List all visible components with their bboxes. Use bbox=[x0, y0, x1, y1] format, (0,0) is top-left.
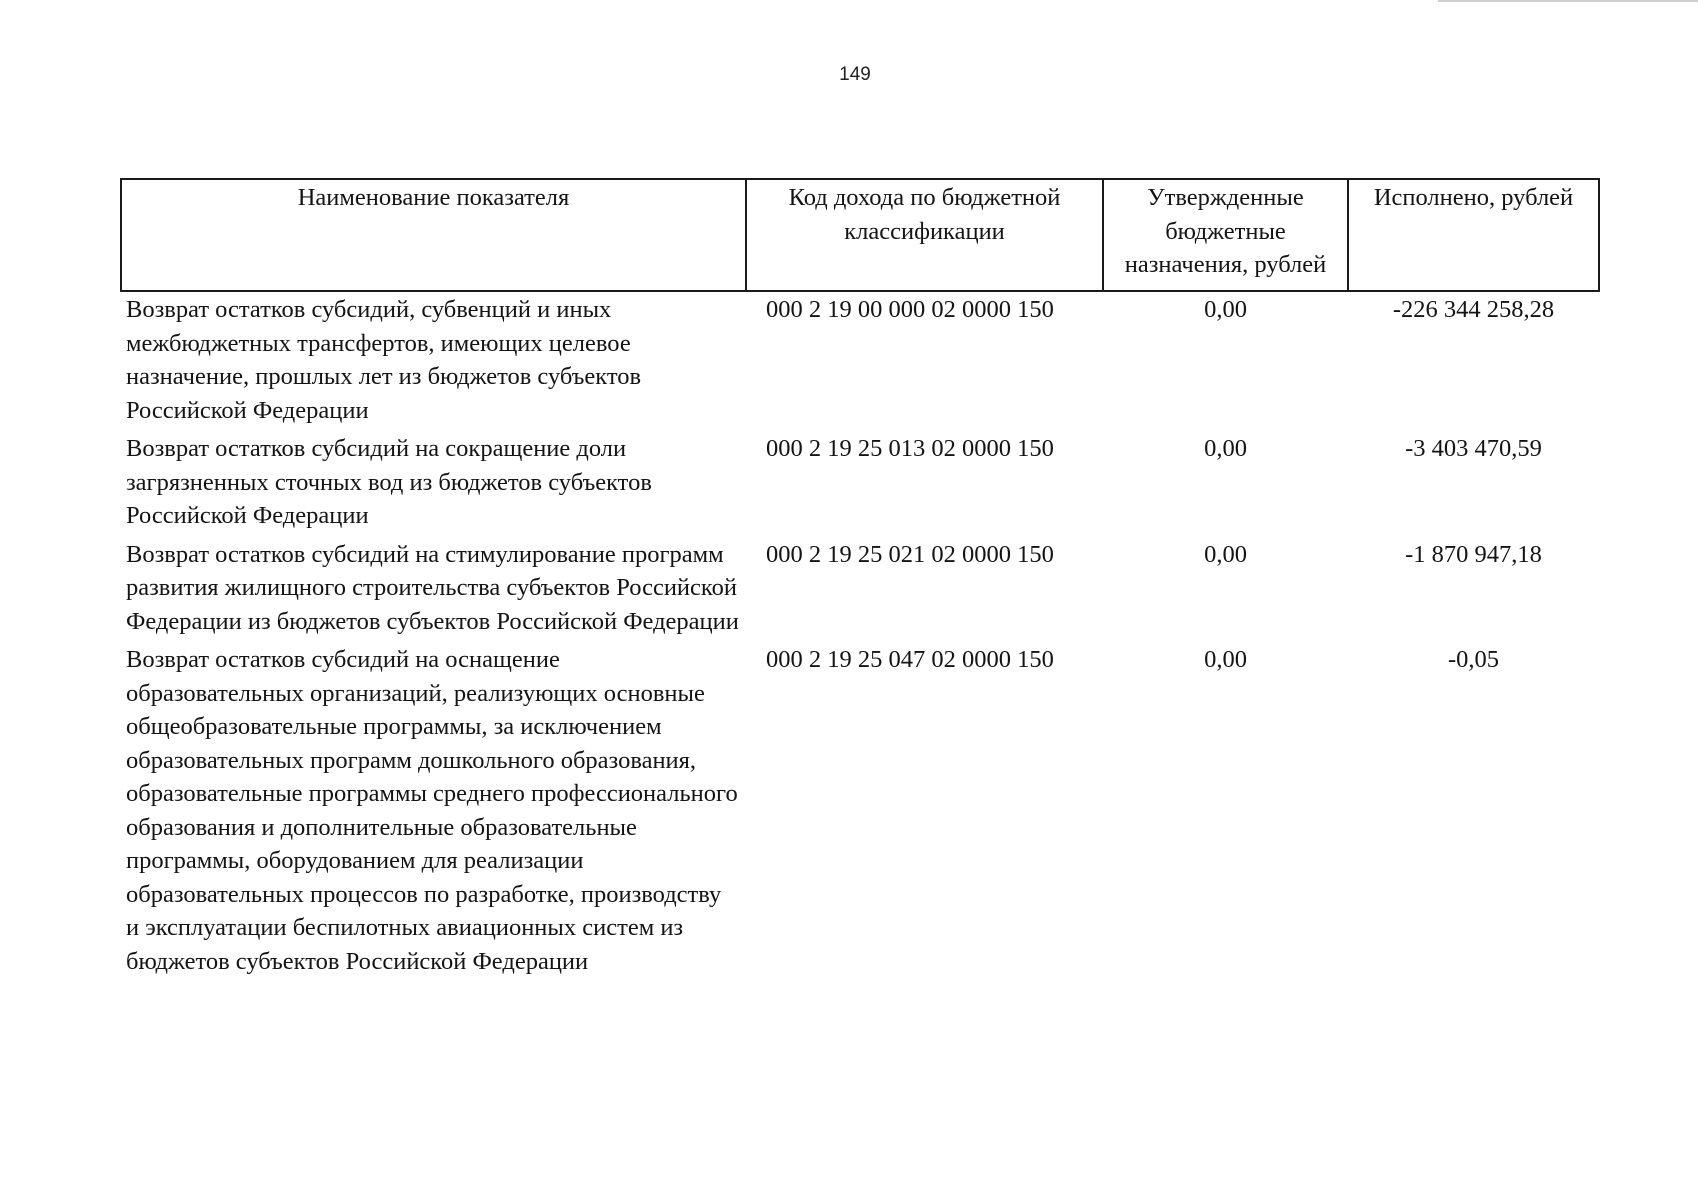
table-row bbox=[121, 537, 1599, 643]
budget-table bbox=[120, 178, 1600, 982]
row-code: 000 2 19 25 047 02 0000 150 bbox=[766, 646, 1054, 673]
row-approved: 0,00 bbox=[1204, 646, 1247, 673]
row-approved: 0,00 bbox=[1204, 296, 1247, 323]
header-executed: Исполнено, рублей bbox=[1348, 179, 1599, 291]
header-indicator-name: Наименование показателя bbox=[121, 179, 746, 291]
row-executed: -0,05 bbox=[1447, 646, 1500, 673]
header-row bbox=[121, 179, 1599, 291]
row-approved: 0,00 bbox=[1204, 540, 1247, 568]
row-name: Возврат остатков субсидий на оснащение образовательных организаций, реализующих основные общеобразовательные программы, за исключением образовательных программ дошкольного образования, образовательные программы среднего профессионального образования и дополнительные образовательные программы, оборудованием для реализации образовательных процессов по разработке, производству и эксплуатации беспилотных авиационных систем из бюджетов субъектов Российской Федерации bbox=[126, 646, 738, 975]
row-code: 000 2 19 25 013 02 0000 150 bbox=[766, 435, 1054, 462]
row-executed: -1 870 947,18 bbox=[1405, 540, 1542, 568]
row-code: 000 2 19 25 021 02 0000 150 bbox=[766, 540, 1054, 568]
table-body bbox=[121, 291, 1599, 982]
row-executed: -226 344 258,28 bbox=[1392, 296, 1555, 323]
table-row bbox=[121, 431, 1599, 537]
table-row bbox=[121, 642, 1599, 982]
row-approved: 0,00 bbox=[1204, 435, 1247, 462]
header-income-code: Код дохода по бюджетной классификации bbox=[746, 179, 1103, 291]
row-name: Возврат остатков субсидий, субвенций и иных межбюджетных трансфертов, имеющих целевое назначение, прошлых лет из бюджетов субъектов Российской Федерации bbox=[126, 296, 642, 424]
page-number: 149 bbox=[839, 64, 871, 85]
row-name: Возврат остатков субсидий на сокращение доли загрязненных сточных вод из бюджетов субъектов Российской Федерации bbox=[126, 435, 652, 529]
row-name: Возврат остатков субсидий на стимулирование программ развития жилищного строительства субъектов Российской Федерации из бюджетов субъектов Российской Федерации bbox=[126, 540, 739, 635]
row-code: 000 2 19 00 000 02 0000 150 bbox=[766, 296, 1054, 323]
row-executed: -3 403 470,59 bbox=[1405, 435, 1542, 462]
table-header bbox=[121, 179, 1599, 291]
scan-edge-line bbox=[1438, 0, 1698, 2]
header-approved: Утвержденные бюджетные назначения, рублей bbox=[1103, 179, 1348, 291]
table-row bbox=[121, 291, 1599, 431]
